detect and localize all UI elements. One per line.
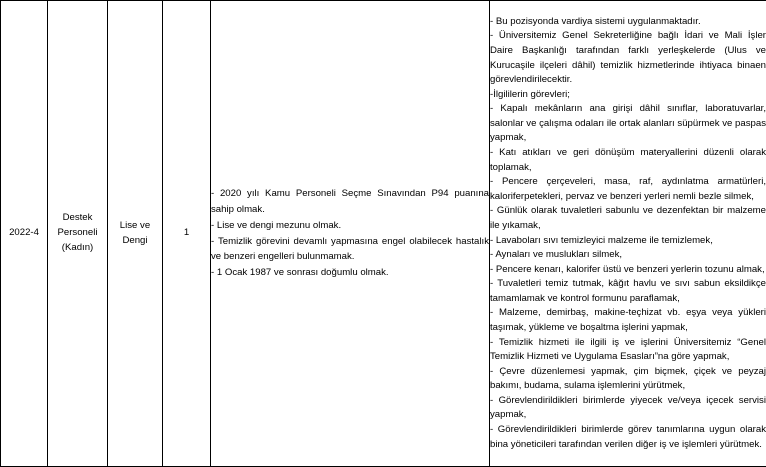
duty-item: - Görevlendirildikleri birimlerde yiyecek ve/veya içecek servisi yapmak, — [490, 394, 766, 421]
duty-item: - Üniversitemiz Genel Sekreterliğine bağlı İdari ve Mali İşler Daire Başkanlığı tarafından farklı yerleşkelerde (Ulus ve Kurucaşile ilçeleri dâhil) temizlik hizmetlerinde ihtiyaca binaen görevlendirilecektir. — [490, 30, 766, 86]
duty-item: - Malzeme, demirbaş, makine-teçhizat vb. eşya veya yükleri taşımak, yükleme ve boşaltma işlerini yapmak, — [490, 307, 766, 333]
qualification-item: - Temizlik görevini devamlı yapmasına engel olabilecek hastalık ve benzeri engelleri bulunmamak. — [211, 235, 489, 263]
duty-item: - Günlük olarak tuvaletleri sabunlu ve dezenfektan bir malzeme ile yıkamak, — [490, 205, 766, 231]
qualifications-list — [211, 186, 489, 281]
duties-cell — [490, 1, 766, 467]
duty-item: - Pencere çerçeveleri, masa, raf, aydınlatma armatürleri, kaloriferpetekleri, pervaz ve benzeri yerleri nemli bezle silmek, — [490, 176, 766, 202]
table-row — [1, 1, 766, 467]
duty-item: - Pencere kenarı, kalorifer üstü ve benzeri yerlerin tozunu almak, — [490, 263, 765, 275]
duty-item: - Kapalı mekânların ana girişi dâhil sınıflar, laboratuvarlar, salonlar ve çalışma odaları ile ortak alanları süpürmek ve paspas yapmak, — [490, 103, 766, 144]
qualifications-cell — [211, 1, 490, 467]
position-name-cell — [48, 1, 108, 467]
position-name-line: Personeli — [57, 227, 98, 239]
duty-item: -İlgililerin görevleri; — [490, 88, 570, 100]
duty-item: - Katı atıkları ve geri dönüşüm materyallerini düzenli olarak toplamak, — [490, 147, 766, 173]
qualification-item: - 2020 yılı Kamu Personeli Seçme Sınavından P94 puanına sahip olmak. — [211, 188, 489, 215]
quota-cell — [163, 1, 211, 467]
education-line: Dengi — [122, 234, 148, 246]
quota-count: 1 — [183, 227, 190, 239]
duty-item: - Çevre düzenlemesi yapmak, çim biçmek, çiçek ve peyzaj bakımı, budama, sulama işlemlerini yürütmek, — [490, 365, 766, 392]
duty-item: - Bu pozisyonda vardiya sistemi uygulanmaktadır. — [490, 15, 701, 27]
education-cell — [108, 1, 163, 467]
position-code-cell — [1, 1, 48, 467]
duty-item: - Görevlendirildikleri birimlerde görev tanımlarına uygun olarak bina yöneticileri tarafından verilen diğer iş ve işlemleri yürütmek. — [490, 424, 766, 450]
qualification-item: - Lise ve dengi mezunu olmak. — [211, 219, 342, 231]
position-code: 2022-4 — [9, 227, 39, 239]
duty-item: - Lavaboları sıvı temizleyici malzeme ile temizlemek, — [490, 234, 713, 246]
position-name-line: (Kadın) — [61, 241, 94, 253]
duty-item: - Temizlik hizmeti ile ilgili iş ve işlerini Üniversitemiz “Genel Temizlik Hizmeti ve Uygulama Esasları”na göre yapmak, — [490, 336, 766, 363]
duty-item: - Aynaları ve muslukları silmek, — [490, 249, 623, 261]
duties-list — [490, 15, 766, 452]
qualification-item: - 1 Ocak 1987 ve sonrası doğumlu olmak. — [211, 267, 389, 279]
duty-item: - Tuvaletleri temiz tutmak, kâğıt havlu ve sıvı sabun eksildikçe tamamlamak ve kontrol formunu paraflamak, — [490, 278, 766, 304]
education-line: Lise ve — [119, 219, 151, 231]
position-name-line: Destek — [62, 212, 93, 224]
